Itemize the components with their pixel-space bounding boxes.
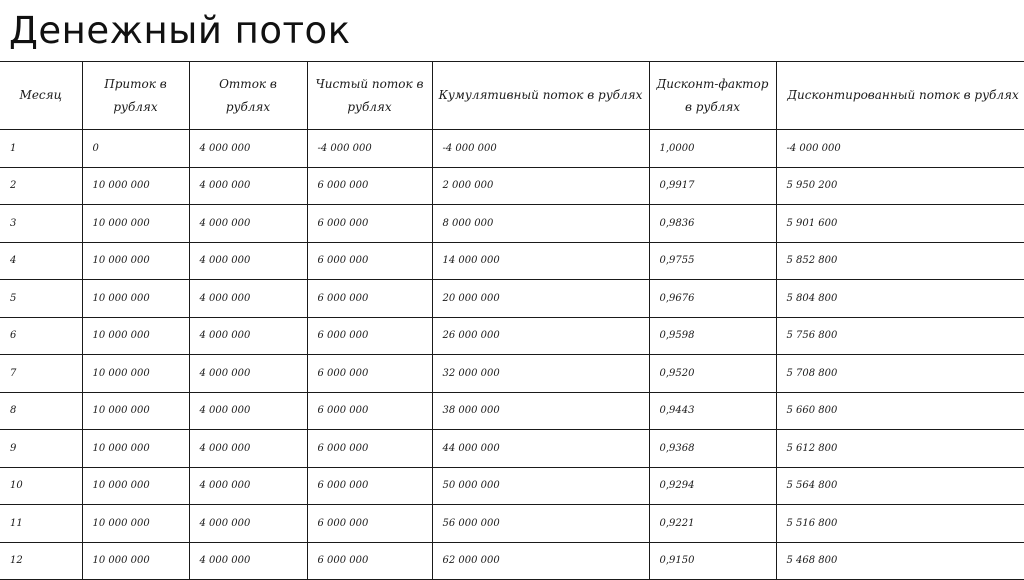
inflow-cell: 10 000 000 <box>82 430 189 468</box>
discount-factor-cell: 0,9917 <box>649 167 776 205</box>
net-flow-cell: 6 000 000 <box>307 542 432 580</box>
table-row <box>0 242 1024 280</box>
month-cell: 2 <box>0 167 82 205</box>
net-flow-cell: 6 000 000 <box>307 317 432 355</box>
discounted-flow-cell: 5 612 800 <box>776 430 1024 468</box>
cumulative-flow-cell: 50 000 000 <box>432 467 649 505</box>
discount-factor-cell: 0,9598 <box>649 317 776 355</box>
month-cell: 1 <box>0 130 82 168</box>
cumulative-flow-cell: 44 000 000 <box>432 430 649 468</box>
cumulative-flow-cell: 62 000 000 <box>432 542 649 580</box>
cumulative-flow-cell: 56 000 000 <box>432 505 649 543</box>
discounted-flow-cell: 5 708 800 <box>776 355 1024 393</box>
discount-factor-cell: 1,0000 <box>649 130 776 168</box>
net-flow-cell: 6 000 000 <box>307 392 432 430</box>
month-cell: 8 <box>0 392 82 430</box>
outflow-cell: 4 000 000 <box>189 205 307 243</box>
discount-factor-cell: 0,9221 <box>649 505 776 543</box>
header-row <box>0 62 1024 130</box>
inflow-cell: 10 000 000 <box>82 392 189 430</box>
discount-factor-cell: 0,9520 <box>649 355 776 393</box>
net-flow-cell: 6 000 000 <box>307 167 432 205</box>
cumulative-flow-cell: 32 000 000 <box>432 355 649 393</box>
inflow-cell: 10 000 000 <box>82 467 189 505</box>
outflow-cell: 4 000 000 <box>189 130 307 168</box>
outflow-cell: 4 000 000 <box>189 505 307 543</box>
table-row <box>0 430 1024 468</box>
outflow-cell: 4 000 000 <box>189 280 307 318</box>
inflow-cell: 10 000 000 <box>82 505 189 543</box>
column-header-cumulative-flow: Кумулятивный поток в рублях <box>432 62 649 130</box>
table-row <box>0 392 1024 430</box>
table-row <box>0 355 1024 393</box>
table-row <box>0 205 1024 243</box>
column-header-discount-factor: Дисконт-фактор в рублях <box>649 62 776 130</box>
column-header-discounted-flow: Дисконтированный поток в рублях <box>776 62 1024 130</box>
inflow-cell: 0 <box>82 130 189 168</box>
table-row <box>0 467 1024 505</box>
discount-factor-cell: 0,9755 <box>649 242 776 280</box>
inflow-cell: 10 000 000 <box>82 317 189 355</box>
net-flow-cell: 6 000 000 <box>307 242 432 280</box>
net-flow-cell: 6 000 000 <box>307 280 432 318</box>
cash-flow-table <box>0 61 1024 580</box>
discount-factor-cell: 0,9676 <box>649 280 776 318</box>
net-flow-cell: 6 000 000 <box>307 430 432 468</box>
outflow-cell: 4 000 000 <box>189 242 307 280</box>
cumulative-flow-cell: 2 000 000 <box>432 167 649 205</box>
net-flow-cell: 6 000 000 <box>307 467 432 505</box>
outflow-cell: 4 000 000 <box>189 167 307 205</box>
table-row <box>0 505 1024 543</box>
cumulative-flow-cell: 38 000 000 <box>432 392 649 430</box>
month-cell: 12 <box>0 542 82 580</box>
discounted-flow-cell: 5 901 600 <box>776 205 1024 243</box>
cumulative-flow-cell: 8 000 000 <box>432 205 649 243</box>
discounted-flow-cell: 5 564 800 <box>776 467 1024 505</box>
discount-factor-cell: 0,9836 <box>649 205 776 243</box>
inflow-cell: 10 000 000 <box>82 167 189 205</box>
outflow-cell: 4 000 000 <box>189 467 307 505</box>
inflow-cell: 10 000 000 <box>82 242 189 280</box>
inflow-cell: 10 000 000 <box>82 542 189 580</box>
discount-factor-cell: 0,9368 <box>649 430 776 468</box>
discount-factor-cell: 0,9294 <box>649 467 776 505</box>
column-header-outflow: Отток в рублях <box>189 62 307 130</box>
discounted-flow-cell: 5 804 800 <box>776 280 1024 318</box>
discounted-flow-cell: 5 516 800 <box>776 505 1024 543</box>
month-cell: 4 <box>0 242 82 280</box>
outflow-cell: 4 000 000 <box>189 392 307 430</box>
outflow-cell: 4 000 000 <box>189 355 307 393</box>
cumulative-flow-cell: 14 000 000 <box>432 242 649 280</box>
discounted-flow-cell: 5 756 800 <box>776 317 1024 355</box>
net-flow-cell: 6 000 000 <box>307 205 432 243</box>
outflow-cell: 4 000 000 <box>189 542 307 580</box>
table-row <box>0 130 1024 168</box>
cumulative-flow-cell: 20 000 000 <box>432 280 649 318</box>
net-flow-cell: 6 000 000 <box>307 355 432 393</box>
month-cell: 11 <box>0 505 82 543</box>
month-cell: 5 <box>0 280 82 318</box>
discounted-flow-cell: -4 000 000 <box>776 130 1024 168</box>
inflow-cell: 10 000 000 <box>82 280 189 318</box>
month-cell: 10 <box>0 467 82 505</box>
net-flow-cell: 6 000 000 <box>307 505 432 543</box>
month-cell: 7 <box>0 355 82 393</box>
month-cell: 9 <box>0 430 82 468</box>
month-cell: 6 <box>0 317 82 355</box>
table-row <box>0 280 1024 318</box>
column-header-inflow: Приток в рублях <box>82 62 189 130</box>
discounted-flow-cell: 5 950 200 <box>776 167 1024 205</box>
cumulative-flow-cell: -4 000 000 <box>432 130 649 168</box>
discounted-flow-cell: 5 660 800 <box>776 392 1024 430</box>
column-header-net-flow: Чистый поток в рублях <box>307 62 432 130</box>
page-title: Денежный поток <box>9 9 351 52</box>
net-flow-cell: -4 000 000 <box>307 130 432 168</box>
discounted-flow-cell: 5 468 800 <box>776 542 1024 580</box>
inflow-cell: 10 000 000 <box>82 205 189 243</box>
cumulative-flow-cell: 26 000 000 <box>432 317 649 355</box>
column-header-month: Месяц <box>0 62 82 130</box>
month-cell: 3 <box>0 205 82 243</box>
table-row <box>0 317 1024 355</box>
table-body <box>0 130 1024 580</box>
table-row <box>0 167 1024 205</box>
outflow-cell: 4 000 000 <box>189 317 307 355</box>
discount-factor-cell: 0,9150 <box>649 542 776 580</box>
outflow-cell: 4 000 000 <box>189 430 307 468</box>
discount-factor-cell: 0,9443 <box>649 392 776 430</box>
inflow-cell: 10 000 000 <box>82 355 189 393</box>
discounted-flow-cell: 5 852 800 <box>776 242 1024 280</box>
